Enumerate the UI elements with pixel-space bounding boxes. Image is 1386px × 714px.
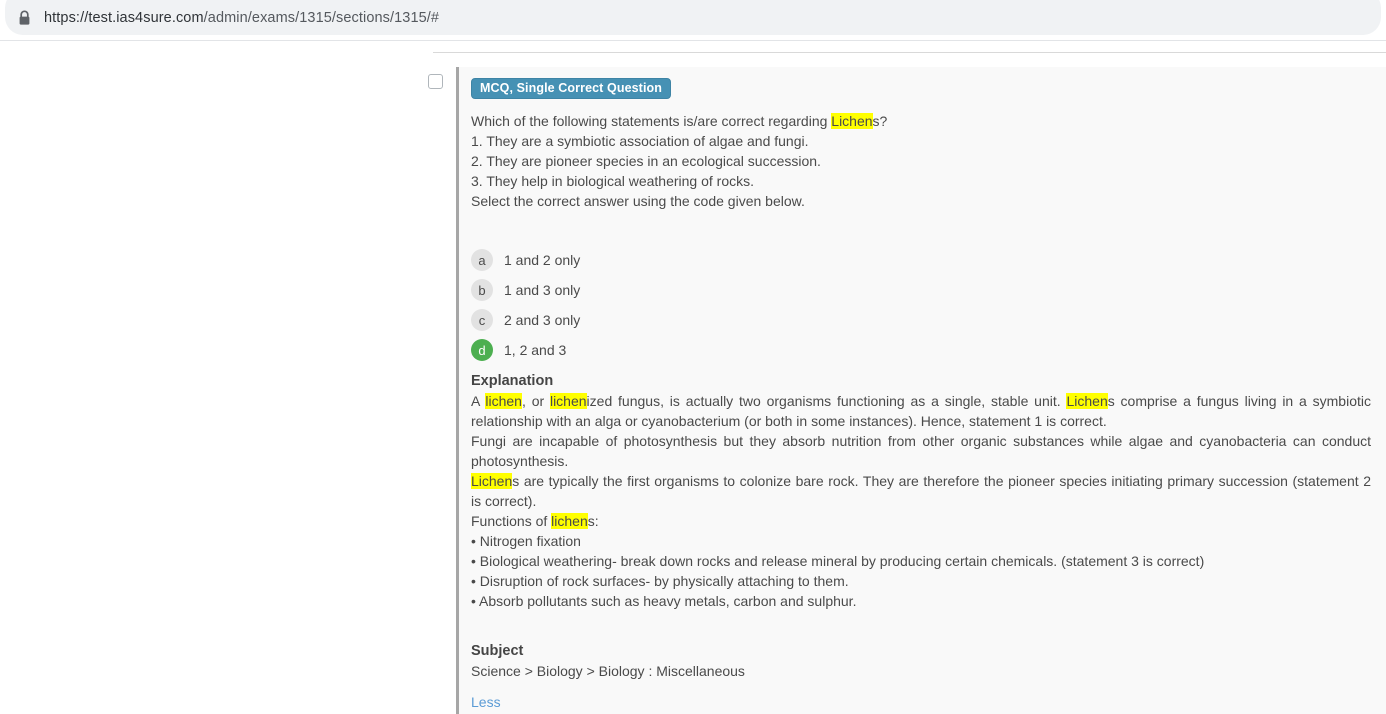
text-line xyxy=(471,591,1371,611)
text-segment: ized fungus, is actually two organisms functioning as a single, stable unit. xyxy=(586,393,1067,409)
question-card xyxy=(456,67,1386,714)
option-row xyxy=(471,249,1371,271)
highlighted-term: lichen xyxy=(549,393,587,409)
text-segment: s? xyxy=(872,113,888,129)
lock-icon[interactable] xyxy=(18,10,31,26)
subject-heading: Subject xyxy=(471,643,524,659)
highlighted-term: Lichen xyxy=(471,473,513,489)
row-divider xyxy=(433,52,1386,53)
option-letter-badge: d xyxy=(471,339,493,361)
option-row xyxy=(471,309,1371,331)
option-label: 1 and 3 only xyxy=(504,282,581,298)
text-segment: , or xyxy=(521,393,550,409)
option-row xyxy=(471,279,1371,301)
text-line xyxy=(471,531,1371,551)
text-segment: s comprise a fungus living in a symbiotic relationship with an alga or cyanobacterium (or both in some instances). Hence, statement 1 is correct. xyxy=(471,393,1371,429)
text-line xyxy=(471,471,1371,511)
text-segment: 1. They are a symbiotic association of algae and fungi. xyxy=(471,133,809,149)
option-letter-badge: c xyxy=(471,309,493,331)
text-line xyxy=(471,551,1371,571)
highlighted-term: Lichen xyxy=(1066,393,1108,409)
less-link[interactable]: Less xyxy=(471,694,501,710)
text-line xyxy=(471,571,1371,591)
option-letter-badge: b xyxy=(471,279,493,301)
text-line xyxy=(471,151,1371,171)
text-segment: A xyxy=(471,393,486,409)
text-segment: 2. They are pioneer species in an ecological succession. xyxy=(471,153,821,169)
address-bar-content xyxy=(5,0,1381,35)
text-segment: Select the correct answer using the code given below. xyxy=(471,193,805,209)
highlighted-term: Lichen xyxy=(831,113,873,129)
url-host: https://test.ias4sure.com xyxy=(44,9,204,26)
explanation-heading: Explanation xyxy=(471,373,554,389)
text-line xyxy=(471,111,1371,131)
text-line xyxy=(471,391,1371,431)
address-bar[interactable] xyxy=(5,0,1381,35)
highlighted-term: lichen xyxy=(551,513,588,529)
option-label: 1, 2 and 3 xyxy=(504,342,567,358)
explanation-text xyxy=(471,391,1371,611)
text-line xyxy=(471,511,1371,531)
text-segment: Fungi are incapable of photosynthesis but they absorb nutrition from other organic substances while algae and cyanobacteria can conduct photosynthesis. xyxy=(471,433,1371,469)
url-path: /admin/exams/1315/sections/1315/# xyxy=(203,9,440,26)
option-row xyxy=(471,339,1371,361)
text-segment: • Absorb pollutants such as heavy metals, carbon and sulphur. xyxy=(471,593,857,609)
text-line xyxy=(471,191,1371,211)
options-list xyxy=(471,249,1371,361)
text-segment: s are typically the first organisms to colonize bare rock. They are therefore the pioneer species initiating primary succession (statement 2 is correct). xyxy=(471,473,1371,509)
text-segment: Which of the following statements is/are correct regarding xyxy=(471,113,832,129)
text-segment: 3. They help in biological weathering of rocks. xyxy=(471,173,755,189)
text-segment: Functions of xyxy=(471,513,552,529)
option-letter-badge: a xyxy=(471,249,493,271)
text-line xyxy=(471,171,1371,191)
text-segment: • Biological weathering- break down rocks and release mineral by producing certain chemicals. (statement 3 is correct) xyxy=(471,553,1205,569)
text-line xyxy=(471,431,1371,471)
text-segment: • Nitrogen fixation xyxy=(471,533,581,549)
text-line xyxy=(471,131,1371,151)
subject-breadcrumb: Science > Biology > Biology : Miscellaneous xyxy=(471,663,745,679)
question-type-badge: MCQ, Single Correct Question xyxy=(471,78,671,99)
highlighted-term: lichen xyxy=(485,393,522,409)
url-text xyxy=(44,10,439,26)
text-segment: s: xyxy=(587,513,599,529)
option-label: 1 and 2 only xyxy=(504,252,581,268)
question-select-checkbox[interactable] xyxy=(428,74,443,89)
question-text xyxy=(471,111,1371,211)
option-label: 2 and 3 only xyxy=(504,312,581,328)
text-segment: • Disruption of rock surfaces- by physically attaching to them. xyxy=(471,573,849,589)
browser-toolbar xyxy=(0,0,1386,41)
